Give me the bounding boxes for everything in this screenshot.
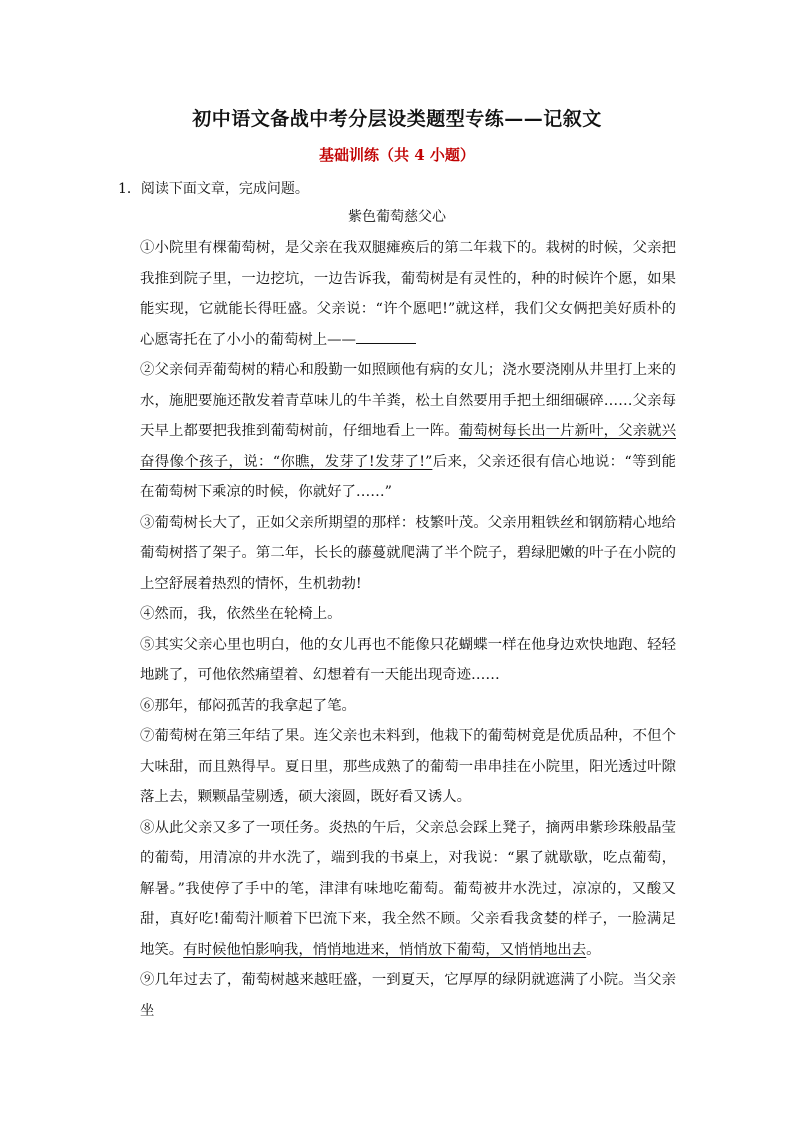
paragraph-2: [140, 355, 676, 508]
paragraph-6: [140, 691, 676, 722]
paragraph-9: [140, 965, 676, 1026]
paragraph-8: [140, 813, 676, 966]
question-prompt: 1．阅读下面文章，完成问题。: [118, 181, 309, 197]
document-title: 初中语文备战中考分层设类题型专练——记叙文: [192, 108, 602, 130]
paragraph-text: ②父亲伺弄葡萄树的精心和殷勤一如照顾他有病的女儿；浇水要浇刚从井里打上来的水，施肥要施还散发着青草味儿的牛羊粪，松土自然要用手把土细细碾碎……父亲每天早上都要把我推到葡萄树前，仔细地看上一阵。: [140, 362, 676, 439]
article-body: [140, 233, 676, 1026]
paragraph-text: 。: [586, 941, 601, 958]
underlined-sentence: 葡萄树每长出一片新叶，父亲就兴奋得像个孩子，说：“你瞧，发芽了!发芽了!”: [140, 423, 676, 470]
paragraph-text: ⑥那年，郁闷孤苦的我拿起了笔。: [140, 697, 356, 714]
underlined-sentence: 有时候他怕影响我，悄悄地进来，悄悄放下葡萄，又悄悄地出去: [183, 941, 587, 958]
paragraph-4: [140, 599, 676, 630]
paragraph-text: ⑨几年过去了，葡萄树越来越旺盛，一到夏天，它厚厚的绿阴就遮满了小院。当父亲坐: [140, 972, 676, 1019]
section-subtitle: 基础训练（共 4 小题）: [319, 146, 475, 164]
paragraph-text: 后来，父亲还很有信心地说：“等到能在葡萄树下乘凉的时候，你就好了……”: [140, 453, 677, 500]
paragraph-5: [140, 630, 676, 691]
paragraph-text: ⑧从此父亲又多了一项任务。炎热的午后，父亲总会踩上凳子，摘两串紫珍珠般晶莹的葡萄，用清凉的井水洗了，端到我的书桌上，对我说：“累了就歇歇，吃点葡萄，解暑。”我使停了手中的笔，津津有味地吃葡萄。葡萄被井水洗过，凉凉的，又酸又甜，真好吃!葡萄汁顺着下巴流下来，我全然不顾。父亲看我贪婪的样子，一脸满足地笑。: [140, 819, 676, 958]
paragraph-text: ③葡萄树长大了，正如父亲所期望的那样：枝繁叶茂。父亲用粗铁丝和钢筋精心地给葡萄树搭了架子。第二年，长长的藤蔓就爬满了半个院子，碧绿肥嫩的叶子在小院的上空舒展着热烈的情怀，生机勃勃!: [140, 514, 676, 592]
answer-blank[interactable]: [356, 327, 416, 344]
paragraph-1: [140, 233, 676, 355]
article-title: 紫色葡萄慈父心: [348, 209, 446, 225]
paragraph-text: ①小院里有棵葡萄树，是父亲在我双腿瘫痪后的第二年栽下的。栽树的时候，父亲把我推到院子里，一边挖坑，一边告诉我，葡萄树是有灵性的，种的时候许个愿，如果能实现，它就能长得旺盛。父亲说：“许个愿吧!”就这样，我们父女俩把美好质朴的心愿寄托在了小小的葡萄树上——: [140, 240, 676, 348]
paragraph-text: ⑤其实父亲心里也明白，他的女儿再也不能像只花蝴蝶一样在他身边欢快地跑、轻轻地跳了，可他依然痛望着、幻想着有一天能出现奇迹……: [140, 636, 676, 683]
paragraph-7: [140, 721, 676, 813]
paragraph-text: ④然而，我，依然坐在轮椅上。: [140, 606, 342, 622]
paragraph-text: ⑦葡萄树在第三年结了果。连父亲也未料到，他栽下的葡萄树竟是优质品种，不但个大味甜，而且熟得早。夏日里，那些成熟了的葡萄一串串挂在小院里，阳光透过叶隙落上去，颗颗晶莹剔透，硕大滚圆，既好看又诱人。: [140, 728, 676, 805]
paragraph-3: [140, 508, 676, 600]
